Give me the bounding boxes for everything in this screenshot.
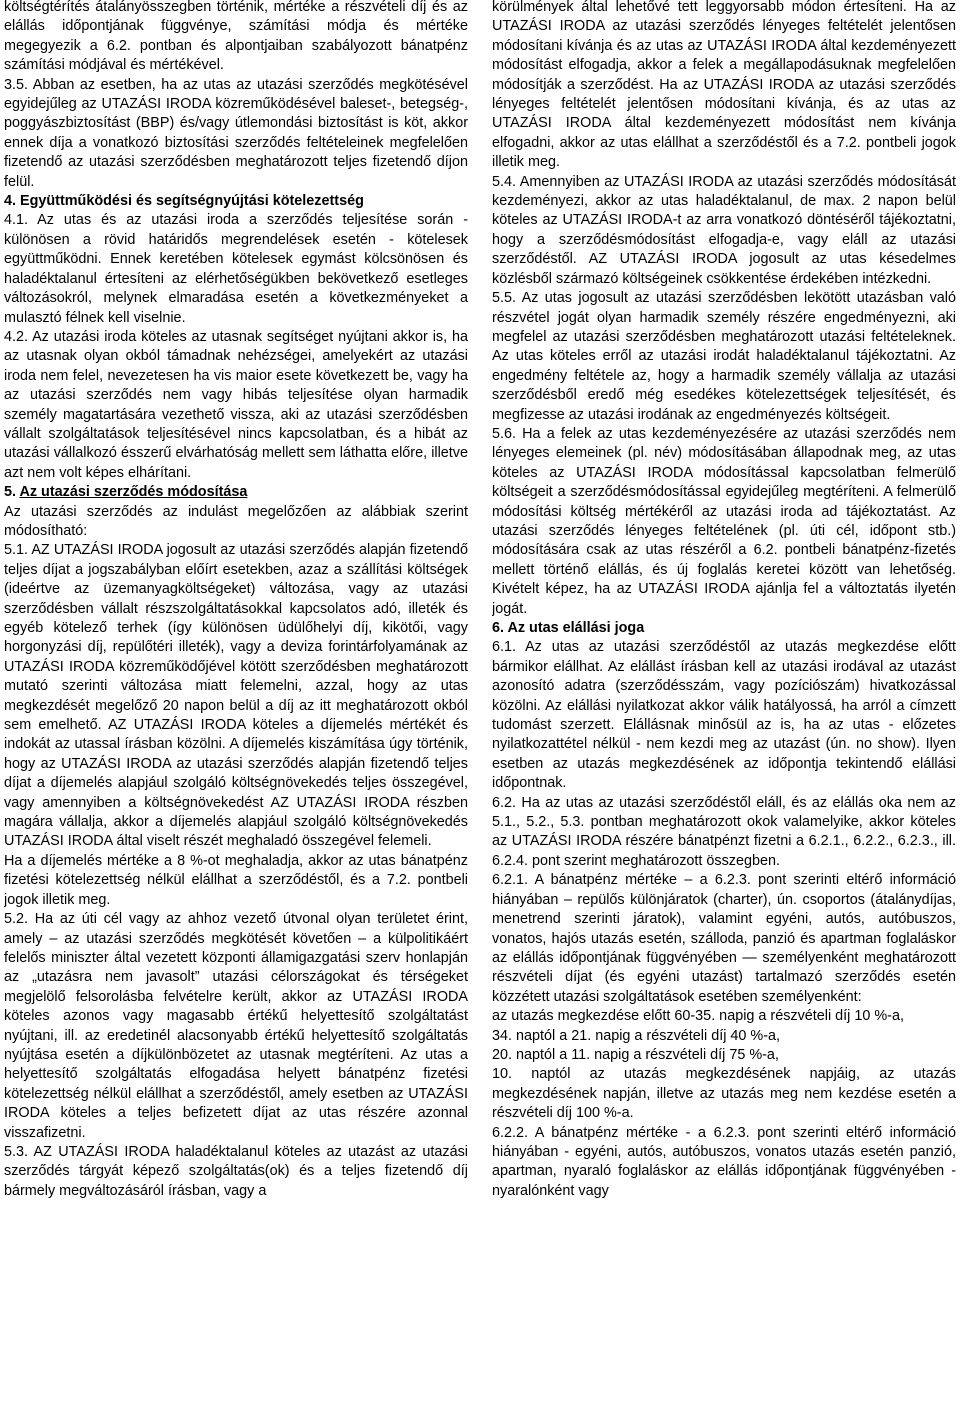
heading-section-6: 6. Az utas elállási joga bbox=[492, 620, 645, 636]
paragraph-5-5: 5.5. Az utas jogosult az utazási szerződésben lekötött utazásban való részvétel jogát olyan harmadik személy részére engedményezni, aki megfelel az utazási szerződésben meghatározott utazási feltételeknek. Az utas köteles erről az utazási irodát haladéktalanul tájékoztatni. Az engedmény feltétele az, hogy a harmadik személy vállalja az utazási szerződésből eredő még esedékes kötelezettségek teljesítését, és megfizesse az utazási irodának az engedményezés költségeit. bbox=[492, 290, 956, 423]
fee-tier-10-0-days: 10. naptól az utazás megkezdésének napjáig, az utazás megkezdésének napján, illetve az utazás meg nem kezdése esetén a részvételi díj 100 %-a. bbox=[492, 1066, 956, 1122]
paragraph-5-2: 5.2. Ha az úti cél vagy az ahhoz vezető útvonal olyan területet érint, amely – az utazási szerződés megkötését követően – a külpolitikáért felelős miniszter által vezetett központi államigazgatási szerv honlapján az „utazásra nem javasolt” utazási célországokat és térségeket megjelölő felsorolásba felvételre került, akkor az UTAZÁSI IRODA köteles azonos vagy magasabb értékű helyettesítő szolgáltatást nyújtani, ill. az eredetinél alacsonyabb értékű helyettesítő szolgáltatás nyújtása esetén a díjkülönbözetet az utasnak megtéríteni. Az utas a helyettesítő szolgáltatás elfogadása helyett bánatpénz fizetési kötelezettség nélkül elállhat a szerződéstől, amely esetben az UTAZÁSI IRODA köteles a teljes befizetett díjat az utas részére azonnal visszafizetni. bbox=[4, 911, 468, 1141]
paragraph-6-1: 6.1. Az utas az utazási szerződéstől az utazás megkezdése előtt bármikor elállhat. Az elállást írásban kell az utazási irodával az utazást azonosító adatra (szerződésszám, vagy pozíciószám) hivatkozással közölni. Az elállási nyilatkozat akkor válik hatályossá, ha arról a címzett tudomást szerzett. Elállásnak minősül az is, ha az utas - előzetes nyilatkozattétel nélkül - nem kezdi meg az utazást (ún. no show). Ilyen esetben az utazás megkezdésének az időpontja tekintendő elállási időpontnak. bbox=[492, 639, 956, 792]
heading-section-5-number: 5. bbox=[4, 484, 20, 501]
fee-tier-20-11-days: 20. naptól a 11. napig a részvételi díj 75 %-a, bbox=[492, 1046, 779, 1063]
paragraph-6-2: 6.2. Ha az utas az utazási szerződéstől eláll, és az elállás oka nem az 5.1., 5.2., 5.3. pontban meghatározott okok valamelyike, akkor köteles az UTAZÁSI IRODA részére bánatpénzt fizetni a 6.2.1., 6.2.2., 6.2.3., ill. 6.2.4. pont szerint meghatározott összegben. bbox=[492, 794, 956, 869]
heading-section-4: 4. Együttműködési és segítségnyújtási kötelezettség bbox=[4, 193, 364, 210]
paragraph-5-1: 5.1. AZ UTAZÁSI IRODA jogosult az utazási szerződés alapján fizetendő teljes díjat a jogszabályban előírt esetekben, azaz a szállítási költségek (ideértve az üzemanyagköltségeket) változása, vagy az utazási szerződésben vállalt részszolgáltatásokkal kapcsolatos adó, illeték és egyéb kötelező terhek (így különösen üdülőhelyi díj, kikötői, vagy horgonyzási díj, repülőtéri illeték), vagy a deviza forintárfolyamának az UTAZÁSI IRODA közreműködőjével kötött szerződésben meghatározott mutató szerinti változása miatt felemelni, azzal, hogy az utas megkezdését megelőző 20 napon belül a díj az itt meghatározott okból sem emelhető. AZ UTAZÁSI IRODA köteles a díjemelés mértékét és indokát az utassal írásban közölni. A díjemelés kiszámítása úgy történik, hogy az UTAZÁSI IRODA az utazási szerződés alapján fizetendő teljes díjat a díjemelés alapjául szolgáló költségnövekedés teljes összegével, vagy amennyiben a költségnövekedést AZ UTAZÁSI IRODA részben magára vállalja, akkor a díjemelés alapjául szolgáló költségnövekedés UTAZÁSI IRODA által viselt részét meghaladó összegével felemeli. bbox=[4, 542, 468, 850]
paragraph-4-1: 4.1. Az utas és az utazási iroda a szerződés teljesítése során - különösen a rövid határidős megrendelések esetén - kötelesek együttműködni. Ennek keretében kötelesek egymást kölcsönösen és haladéktalanul értesíteni az elérhetőségükben bekövetkező esetleges változásokról, melynek elmaradása esetén a következményeket a mulasztó félnek kell viselnie. bbox=[4, 212, 468, 326]
fee-tier-34-21-days: 34. naptól a 21. napig a részvételi díj 40 %-a, bbox=[492, 1027, 780, 1044]
paragraph-5-6: 5.6. Ha a felek az utas kezdeményezésére az utazási szerződés nem lényeges elemeinek (pl. név) módosításában állapodnak meg, az utas köteles az UTAZÁSI IRODA módosítással kapcsolatban felmerülő költségeit a szerződésmódosítással egyidejűleg megtéríteni. A felmerülő módosítási költség mértékéről az utazási iroda ad tájékoztatást. Az utazási szerződés lényeges feltételének (pl. úti cél, időpont stb.) módosítására csak az utas részéről a 6.2. pontbeli bánatpénz-fizetés mellett történő elállás, és új foglalás keretei között van lehetőség. Kivételt képez, ha az UTAZÁSI IRODA ajánlja fel a változtatás ilyetén jogát. bbox=[492, 425, 956, 617]
paragraph-cost-reimbursement: költségtérítés átalányösszegben történik, mértéke a részvételi díj és az elállás időpontjának függvénye, számítási módja és mértéke megegyezik a 6.2. pontban és alpontjaiban szabályozott bánatpénz számítási módjával és mértékével. bbox=[4, 0, 468, 74]
right-column bbox=[492, 0, 956, 1418]
paragraph-5-1-price-increase: Ha a díjemelés mértéke a 8 %-ot meghaladja, akkor az utas bánatpénz fizetési kötelezettség nélkül elállhat a szerződéstől, és a 7.2. pontbeli jogok illetik meg. bbox=[4, 852, 468, 908]
left-column bbox=[4, 0, 468, 1418]
paragraph-5-4: 5.4. Amennyiben az UTAZÁSI IRODA az utazási szerződés módosítását kezdeményezi, akkor az utas haladéktalanul, de max. 2 napon belül köteles az UTAZÁSI IRODA-t az arra vonatkozó döntéséről tájékoztatni, hogy a szerződésmódosítást elfogadja-e, vagy eláll az utazási szerződéstől. AZ UTAZÁSI IRODA jogosult az utas késedelmes közlésből származó költségeinek csökkentése érdekében intézkedni. bbox=[492, 173, 956, 287]
heading-section-5-title: Az utazási szerződés módosítása bbox=[19, 484, 248, 501]
paragraph-5-3: 5.3. AZ UTAZÁSI IRODA haladéktalanul köteles az utazást az utazási szerződés tárgyát képező szolgáltatás(ok) és a teljes fizetendő díj bármely megváltozásáról írásban, vagy a bbox=[4, 1143, 468, 1199]
heading-section-5 bbox=[4, 483, 468, 502]
paragraph-6-2-2: 6.2.2. A bánatpénz mértéke - a 6.2.3. pont szerinti eltérő információ hiányában - egyéni, autós, autóbuszos, vonatos utazás esetén panzió, apartman, nyaraló foglaláskor az elállás időpontjának függvényében - nyaralónként vagy bbox=[492, 1124, 956, 1199]
fee-tier-60-35-days: az utazás megkezdése előtt 60-35. napig a részvételi díj 10 %-a, bbox=[492, 1008, 904, 1025]
paragraph-5-intro: Az utazási szerződés az indulást megelőzően az alábbiak szerint módosítható: bbox=[4, 503, 468, 539]
paragraph-3-5-insurance: 3.5. Abban az esetben, ha az utas az utazási szerződés megkötésével egyidejűleg az UTAZÁSI IRODA közreműködésével baleset-, betegség-, poggyászbiztosítást (BBP) és/vagy útlemondási biztosítást is köt, akkor ennek díja a vonatkozó biztosítási szerződés feltételeinek megfelelően fizetendő az utazási szerződésben meghatározott teljes fizetendő díjon felül. bbox=[4, 76, 468, 190]
paragraph-6-2-1: 6.2.1. A bánatpénz mértéke – a 6.2.3. pont szerinti eltérő információ hiányában – repülős különjáratok (charter), ún. csoportos (átalánydíjas, menetrend szerinti járatok), valamint egyéni, autós, autóbuszos, vonatos, hajós utazás esetén, szálloda, panzió és apartman foglaláskor az elállás időpontjának függvényében — személyenként meghatározott részvételi díjat (és egyéni utazást) tartalmazó szerződés esetén közzétett utazási szolgáltatások esetében személyenként: bbox=[492, 872, 956, 1005]
paragraph-5-3-continued: körülmények által lehetővé tett leggyorsabb módon értesíteni. Ha az UTAZÁSI IRODA az utazási szerződés lényeges feltételét jelentősen módosítani kívánja és az utas az UTAZÁSI IRODA által kezdeményezett módosítást elfogadja, akkor a felek a megállapodásuknak megfelelően módosítják a szerződést. Ha az UTAZÁSI IRODA az utazási szerződés lényeges feltételét jelentősen módosítani kívánja, és az utas az UTAZÁSI IRODA által kezdeményezett módosítást nem kívánja elfogadni, akkor az utas elállhat a szerződéstől és a 7.2. pontbeli jogok illetik meg. bbox=[492, 0, 956, 171]
paragraph-4-2: 4.2. Az utazási iroda köteles az utasnak segítséget nyújtani akkor is, ha az utasnak olyan okból támadnak nehézségei, amelyekért az utazási iroda nem felel, nevezetesen ha vis maior esete következett be, vagy ha az utazási szerződés nem vagy hibás teljesítése olyan harmadik személy magatartására vezethető vissza, aki az utazási szerződésben vállalt szolgáltatások teljesítésével nincs kapcsolatban, és a hibát az utazási vállalkozó ésszerű elvárhatóság mellett sem láthatta előre, illetve azt nem volt képes elhárítani. bbox=[4, 328, 468, 481]
